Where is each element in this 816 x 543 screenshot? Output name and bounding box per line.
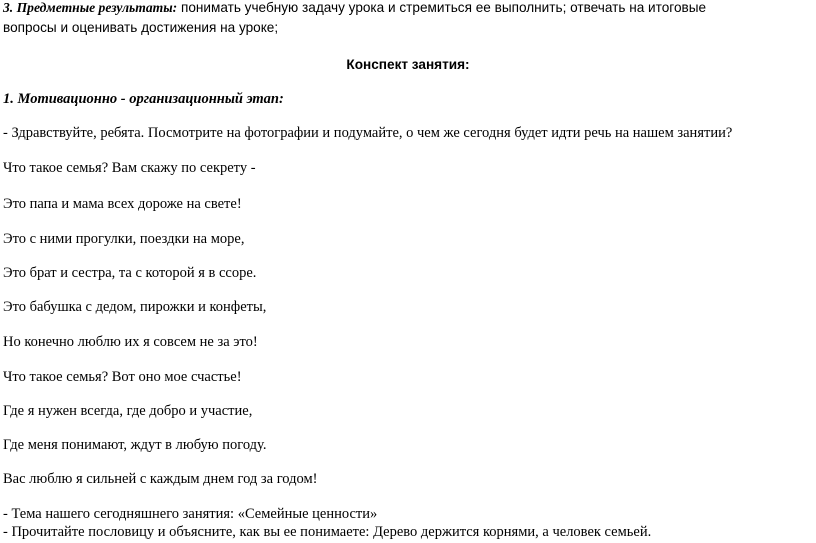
- poem-line-8: Где я нужен всегда, где добро и участие,: [3, 403, 253, 419]
- poem-line-9: Где меня понимают, ждут в любую погоду.: [3, 437, 267, 453]
- poem-line-5: Это бабушка с дедом, пирожки и конфеты,: [3, 299, 267, 315]
- poem-line-6: Но конечно люблю их я совсем не за это!: [3, 334, 258, 350]
- section-heading: Конспект занятия:: [346, 57, 470, 72]
- intro-lead: 3. Предметные результаты:: [3, 0, 178, 15]
- intro-line-1: [3, 0, 706, 18]
- intro-line-2: вопросы и оценивать достижения на уроке;: [3, 20, 279, 35]
- poem-line-4: Это брат и сестра, та с которой я в ссоре.: [3, 265, 257, 281]
- proverb-line: - Прочитайте пословицу и объясните, как вы ее понимаете: Дерево держится корнями, а человек семьей.: [3, 524, 652, 540]
- topic-line: - Тема нашего сегодняшнего занятия: «Семейные ценности»: [3, 506, 378, 522]
- poem-line-1: Что такое семья? Вам скажу по секрету -: [3, 160, 256, 176]
- greeting-paragraph: - Здравствуйте, ребята. Посмотрите на фотографии и подумайте, о чем же сегодня будет идти речь на нашем занятии?: [3, 125, 733, 141]
- stage-title: 1. Мотивационно - организационный этап:: [3, 91, 284, 107]
- intro-line-1-text: понимать учебную задачу урока и стремиться ее выполнить; отвечать на итоговые: [177, 0, 707, 15]
- poem-line-7: Что такое семья? Вот оно мое счастье!: [3, 369, 242, 385]
- poem-line-2: Это папа и мама всех дороже на свете!: [3, 196, 242, 212]
- poem-line-10: Вас люблю я сильней с каждым днем год за годом!: [3, 471, 318, 487]
- poem-line-3: Это с ними прогулки, поездки на море,: [3, 231, 245, 247]
